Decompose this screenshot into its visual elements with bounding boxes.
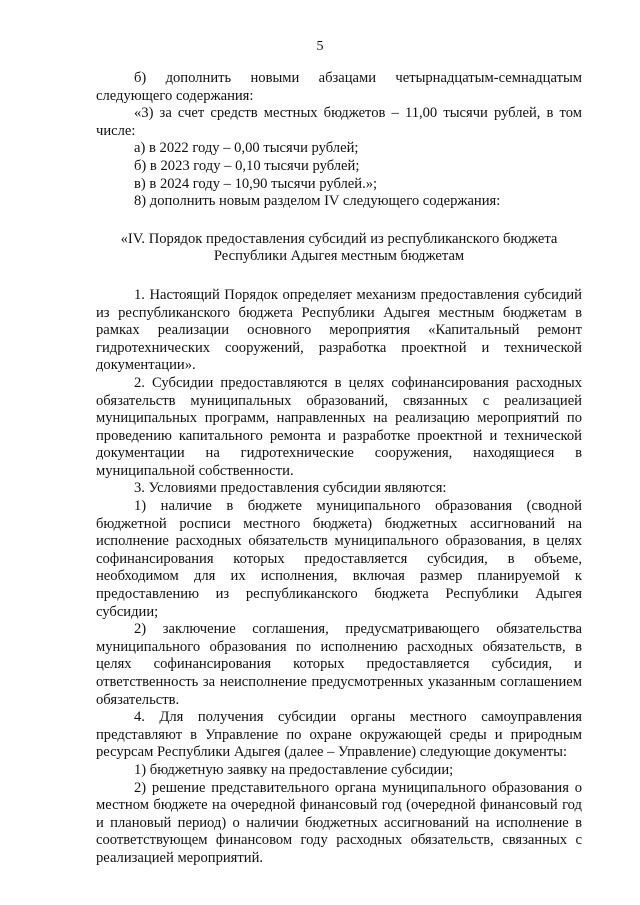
paragraph-year-2022: а) в 2022 году – 0,00 тысячи рублей;	[134, 140, 359, 157]
paragraph-item-4-1: 1) бюджетную заявку на предоставление субсидии;	[134, 761, 454, 778]
paragraph-amendment-8: 8) дополнить новым разделом IV следующего содержания:	[134, 193, 501, 210]
paragraph-amendment-b: б) дополнить новыми абзацами четырнадцатым-семнадцатым следующего содержания:	[96, 70, 582, 104]
section-heading-line-2: Республики Адыгея местным бюджетам	[213, 248, 465, 265]
paragraph-item-4: 4. Для получения субсидии органы местного самоуправления представляют в Управление по охране окружающей среды и природным ресурсам Республики Адыгея (далее – Управление) следующие документы:	[96, 709, 582, 761]
section-heading	[96, 231, 582, 266]
paragraph-local-budgets-total: «3) за счет средств местных бюджетов – 11,00 тысячи рублей, в том числе:	[96, 105, 582, 139]
paragraph-item-4-2: 2) решение представительного органа муниципального образования о местном бюджете на очередной финансовый год (очередной финансовый год и плановый период) о наличии бюджетных ассигнований на исполнение в соответствующем финансовом году расходных обязательств, связанных с реализацией мероприятий.	[96, 779, 582, 866]
paragraph-item-2: 2. Субсидии предоставляются в целях софинансирования расходных обязательств муниципальных образований, связанных с реализацией муниципальных программ, направленных на реализацию мероприятий по проведению капитального ремонта и разработке проектной и технической документации на гидротехнические сооружения, находящиеся в муниципальной собственности.	[96, 374, 582, 479]
paragraph-year-2023: б) в 2023 году – 0,10 тысячи рублей;	[134, 157, 360, 174]
document-body	[96, 70, 582, 868]
paragraph-item-1: 1. Настоящий Порядок определяет механизм предоставления субсидий из республиканского бюджета Республики Адыгея местным бюджетам в рамках реализации основного мероприятия «Капитальный ремонт гидротехнических сооружений, разработка проектной и технической документации».	[96, 286, 582, 374]
paragraph-item-3-2: 2) заключение соглашения, предусматривающего обязательства муниципального образования по исполнению расходных обязательств, в целях софинансирования которых предоставляется субсидия, и ответственность за неисполнение предусмотренных указанным соглашением обязательств.	[96, 621, 582, 708]
paragraph-item-3-1: 1) наличие в бюджете муниципального образования (сводной бюджетной росписи местного бюджета) бюджетных ассигнований на исполнение расходных обязательств муниципального образования, в целях софинансирования которых предоставляется субсидия, в объеме, необходимом для их исполнения, включая размер планируемой к предоставлению из республиканского бюджета Республики Адыгея субсидии;	[96, 498, 582, 620]
paragraph-year-2024: в) в 2024 году – 10,90 тысячи рублей.»;	[134, 175, 378, 192]
page-number: 5	[316, 39, 324, 54]
section-heading-line-1: «IV. Порядок предоставления субсидий из республиканского бюджета	[120, 230, 558, 247]
paragraph-item-3: 3. Условиями предоставления субсидии являются:	[134, 480, 447, 497]
